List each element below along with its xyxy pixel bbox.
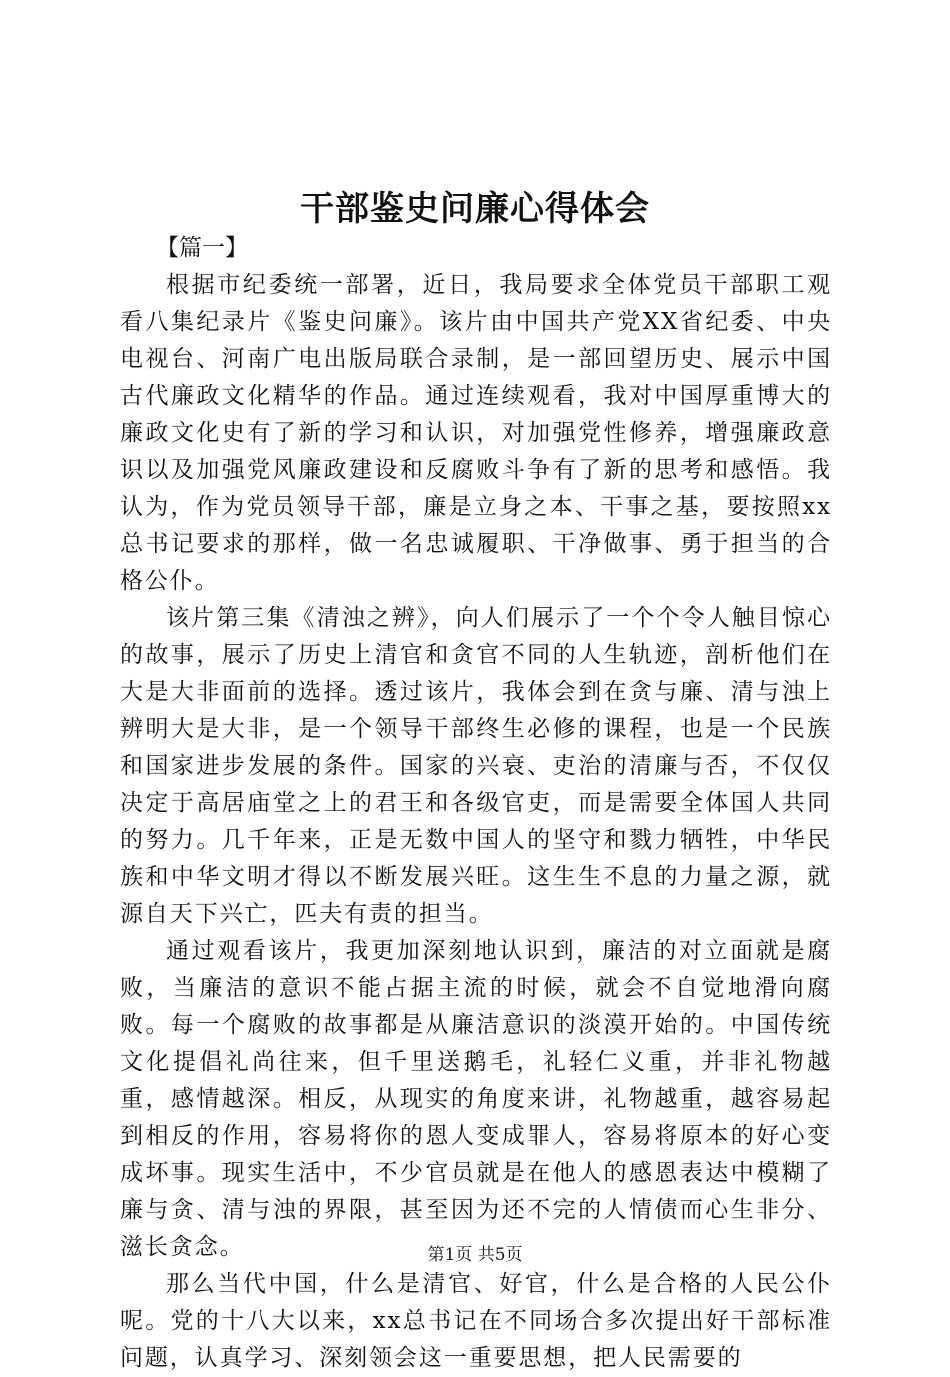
section-label: 【篇一】 [156,235,248,261]
paragraph-1: 根据市纪委统一部署，近日，我局要求全体党员干部职工观看八集纪录片《鉴史问廉》。该片由中国共产党XX省纪委、中央电视台、河南广电出版局联合录制，是一部回望历史、展示中国古代廉政文化精华的作品。通过连续观看，我对中国厚重博大的廉政文化史有了新的学习和认识，对加强党性修养，增强廉政意识以及加强党风廉政建设和反腐败斗争有了新的思考和感悟。我认为，作为党员领导干部，廉是立身之本、干事之基，要按照xx总书记要求的那样，做一名忠诚履职、干净做事、勇于担当的合格公仆。 [120,272,832,594]
paragraph-2: 该片第三集《清浊之辨》，向人们展示了一个个令人触目惊心的故事，展示了历史上清官和贪官不同的人生轨迹，剖析他们在大是大非面前的选择。透过该片，我体会到在贪与廉、清与浊上辨明大是大非，是一个领导干部终生必修的课程，也是一个民族和国家进步发展的条件。国家的兴衰、吏治的清廉与否，不仅仅决定于高居庙堂之上的君王和各级官吏，而是需要全体国人共同的努力。几千年来，正是无数中国人的坚守和戮力牺牲，中华民族和中华文明才得以不断发展兴旺。这生生不息的力量之源，就源自天下兴亡，匹夫有责的担当。 [120,605,832,927]
page-footer: 第1页 共5页 [427,1245,523,1265]
paragraph-3: 通过观看该片，我更加深刻地认识到，廉洁的对立面就是腐败，当廉洁的意识不能占据主流的时候，就会不自觉地滑向腐败。每一个腐败的故事都是从廉洁意识的淡漠开始的。中国传统文化提倡礼尚往来，但千里送鹅毛，礼轻仁义重，并非礼物越重，感情越深。相反，从现实的角度来讲，礼物越重，越容易起到相反的作用，容易将你的恩人变成罪人，容易将原本的好心变成坏事。现实生活中，不少官员就是在他人的感恩表达中模糊了廉与贪、清与浊的界限，甚至因为还不完的人情债而心生非分、滋长贪念。 [120,938,832,1260]
document-body [120,230,832,1377]
paragraph-4: 那么当代中国，什么是清官、好官，什么是合格的人民公仆呢。党的十八大以来，xx总书记在不同场合多次提出好干部标准问题，认真学习、深刻领会这一重要思想，把人民需要的 [120,1271,832,1371]
document-title: 干部鉴史问廉心得体会 [300,189,650,229]
